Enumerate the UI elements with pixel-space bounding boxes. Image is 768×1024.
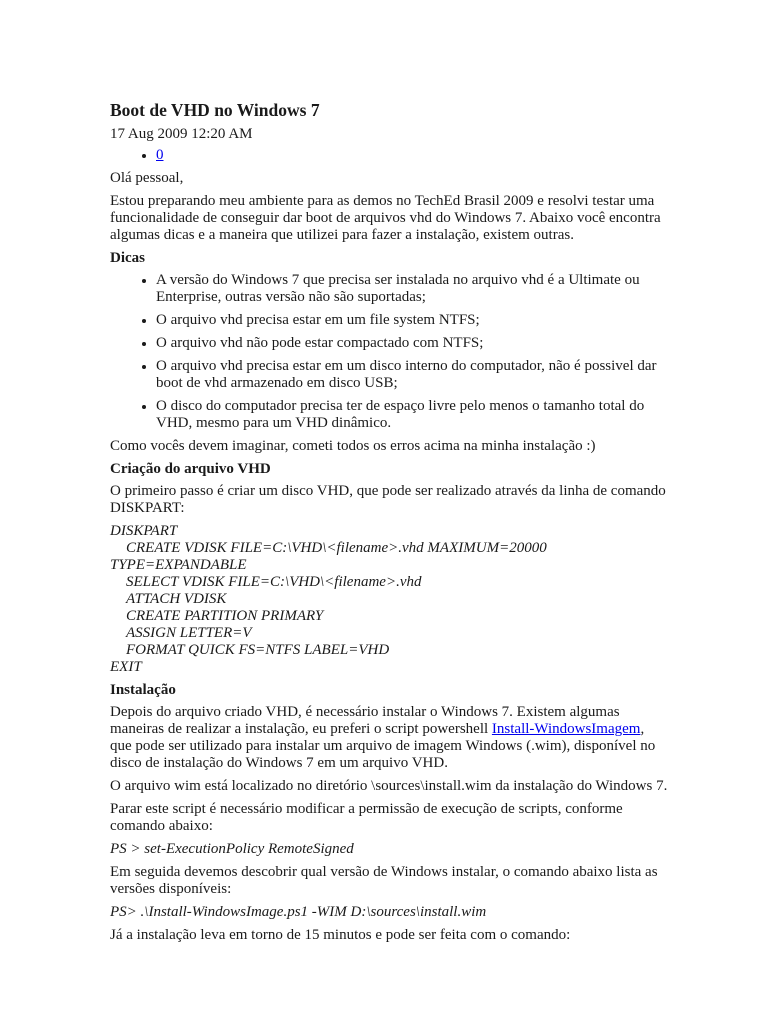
version-paragraph: Em seguida devemos descobrir qual versão de Windows instalar, o comando abaixo lista as versões disponíveis: [110, 864, 658, 897]
install-windowsimage-link[interactable]: Install-WindowsImagem [491, 721, 641, 737]
list-images-command: PS> .\Install-WindowsImage.ps1 -WIM D:\sources\install.wim [110, 904, 487, 920]
code-line: TYPE=EXPANDABLE [110, 557, 247, 573]
creation-heading: Criação do arquivo VHD [110, 461, 271, 477]
tip-item: • A versão do Windows 7 que precisa ser instalada no arquivo vhd é a Ultimate ou Enterprise, outras versão não são suportadas; [156, 272, 668, 306]
article-title: Boot de VHD no Windows 7 [110, 100, 320, 120]
wim-location-paragraph: O arquivo wim está localizado no diretório \sources\install.wim da instalação do Windows 7. [110, 778, 668, 794]
diskpart-code-block [110, 523, 668, 676]
code-line: DISKPART [110, 523, 178, 539]
tip-item: • O arquivo vhd precisa estar em um disco interno do computador, não é possivel dar boot de vhd armazenado em disco USB; [156, 358, 668, 392]
install-heading: Instalação [110, 682, 176, 698]
code-line: CREATE VDISK FILE=C:\VHD\<filename>.vhd MAXIMUM=20000 [126, 540, 547, 556]
permission-paragraph: Parar este script é necessário modificar a permissão de execução de scripts, conforme comando abaixo: [110, 801, 623, 834]
code-line: ATTACH VDISK [126, 591, 227, 607]
final-paragraph: Já a instalação leva em torno de 15 minutos e pode ser feita com o comando: [110, 927, 571, 943]
creation-paragraph: O primeiro passo é criar um disco VHD, que pode ser realizado através da linha de comando DISKPART: [110, 483, 666, 516]
code-line: EXIT [110, 659, 142, 675]
policy-command: PS > set-ExecutionPolicy RemoteSigned [110, 841, 354, 857]
errors-note: Como vocês devem imaginar, cometi todos os erros acima na minha instalação :) [110, 438, 596, 454]
code-line: FORMAT QUICK FS=NTFS LABEL=VHD [126, 642, 390, 658]
comments-list [110, 147, 668, 164]
intro-paragraph: Estou preparando meu ambiente para as demos no TechEd Brasil 2009 e resolvi testar uma funcionalidade de conseguir dar boot de arquivos vhd do Windows 7. Abaixo você encontra algumas dicas e a maneira que utilizei para fazer a instalação, existem outras. [110, 193, 661, 243]
comments-item [156, 147, 668, 164]
code-line: SELECT VDISK FILE=C:\VHD\<filename>.vhd [126, 574, 422, 590]
install-paragraph [110, 704, 668, 772]
install-text-before: Depois do arquivo criado VHD, é necessário instalar o Windows 7. Existem algumas maneiras de realizar a instalação, eu preferi o script powershell [110, 704, 620, 737]
greeting: Olá pessoal, [110, 170, 184, 186]
install-text-after: , que pode ser utilizado para instalar um arquivo de imagem Windows (.wim), disponível no disco de instalação do Windows 7 em um arquivo VHD. [110, 721, 656, 771]
comments-count-link[interactable]: 0 [156, 147, 164, 163]
tip-item: • O disco do computador precisa ter de espaço livre pelo menos o tamanho total do VHD, mesmo para um VHD dinâmico. [156, 398, 668, 432]
tips-heading: Dicas [110, 250, 145, 266]
tip-item: • O arquivo vhd precisa estar em um file system NTFS; [156, 312, 668, 329]
post-date: 17 Aug 2009 12:20 AM [110, 126, 253, 142]
tip-item: • O arquivo vhd não pode estar compactado com NTFS; [156, 335, 668, 352]
code-line: ASSIGN LETTER=V [126, 625, 252, 641]
code-line: CREATE PARTITION PRIMARY [126, 608, 324, 624]
tips-list [110, 272, 668, 432]
